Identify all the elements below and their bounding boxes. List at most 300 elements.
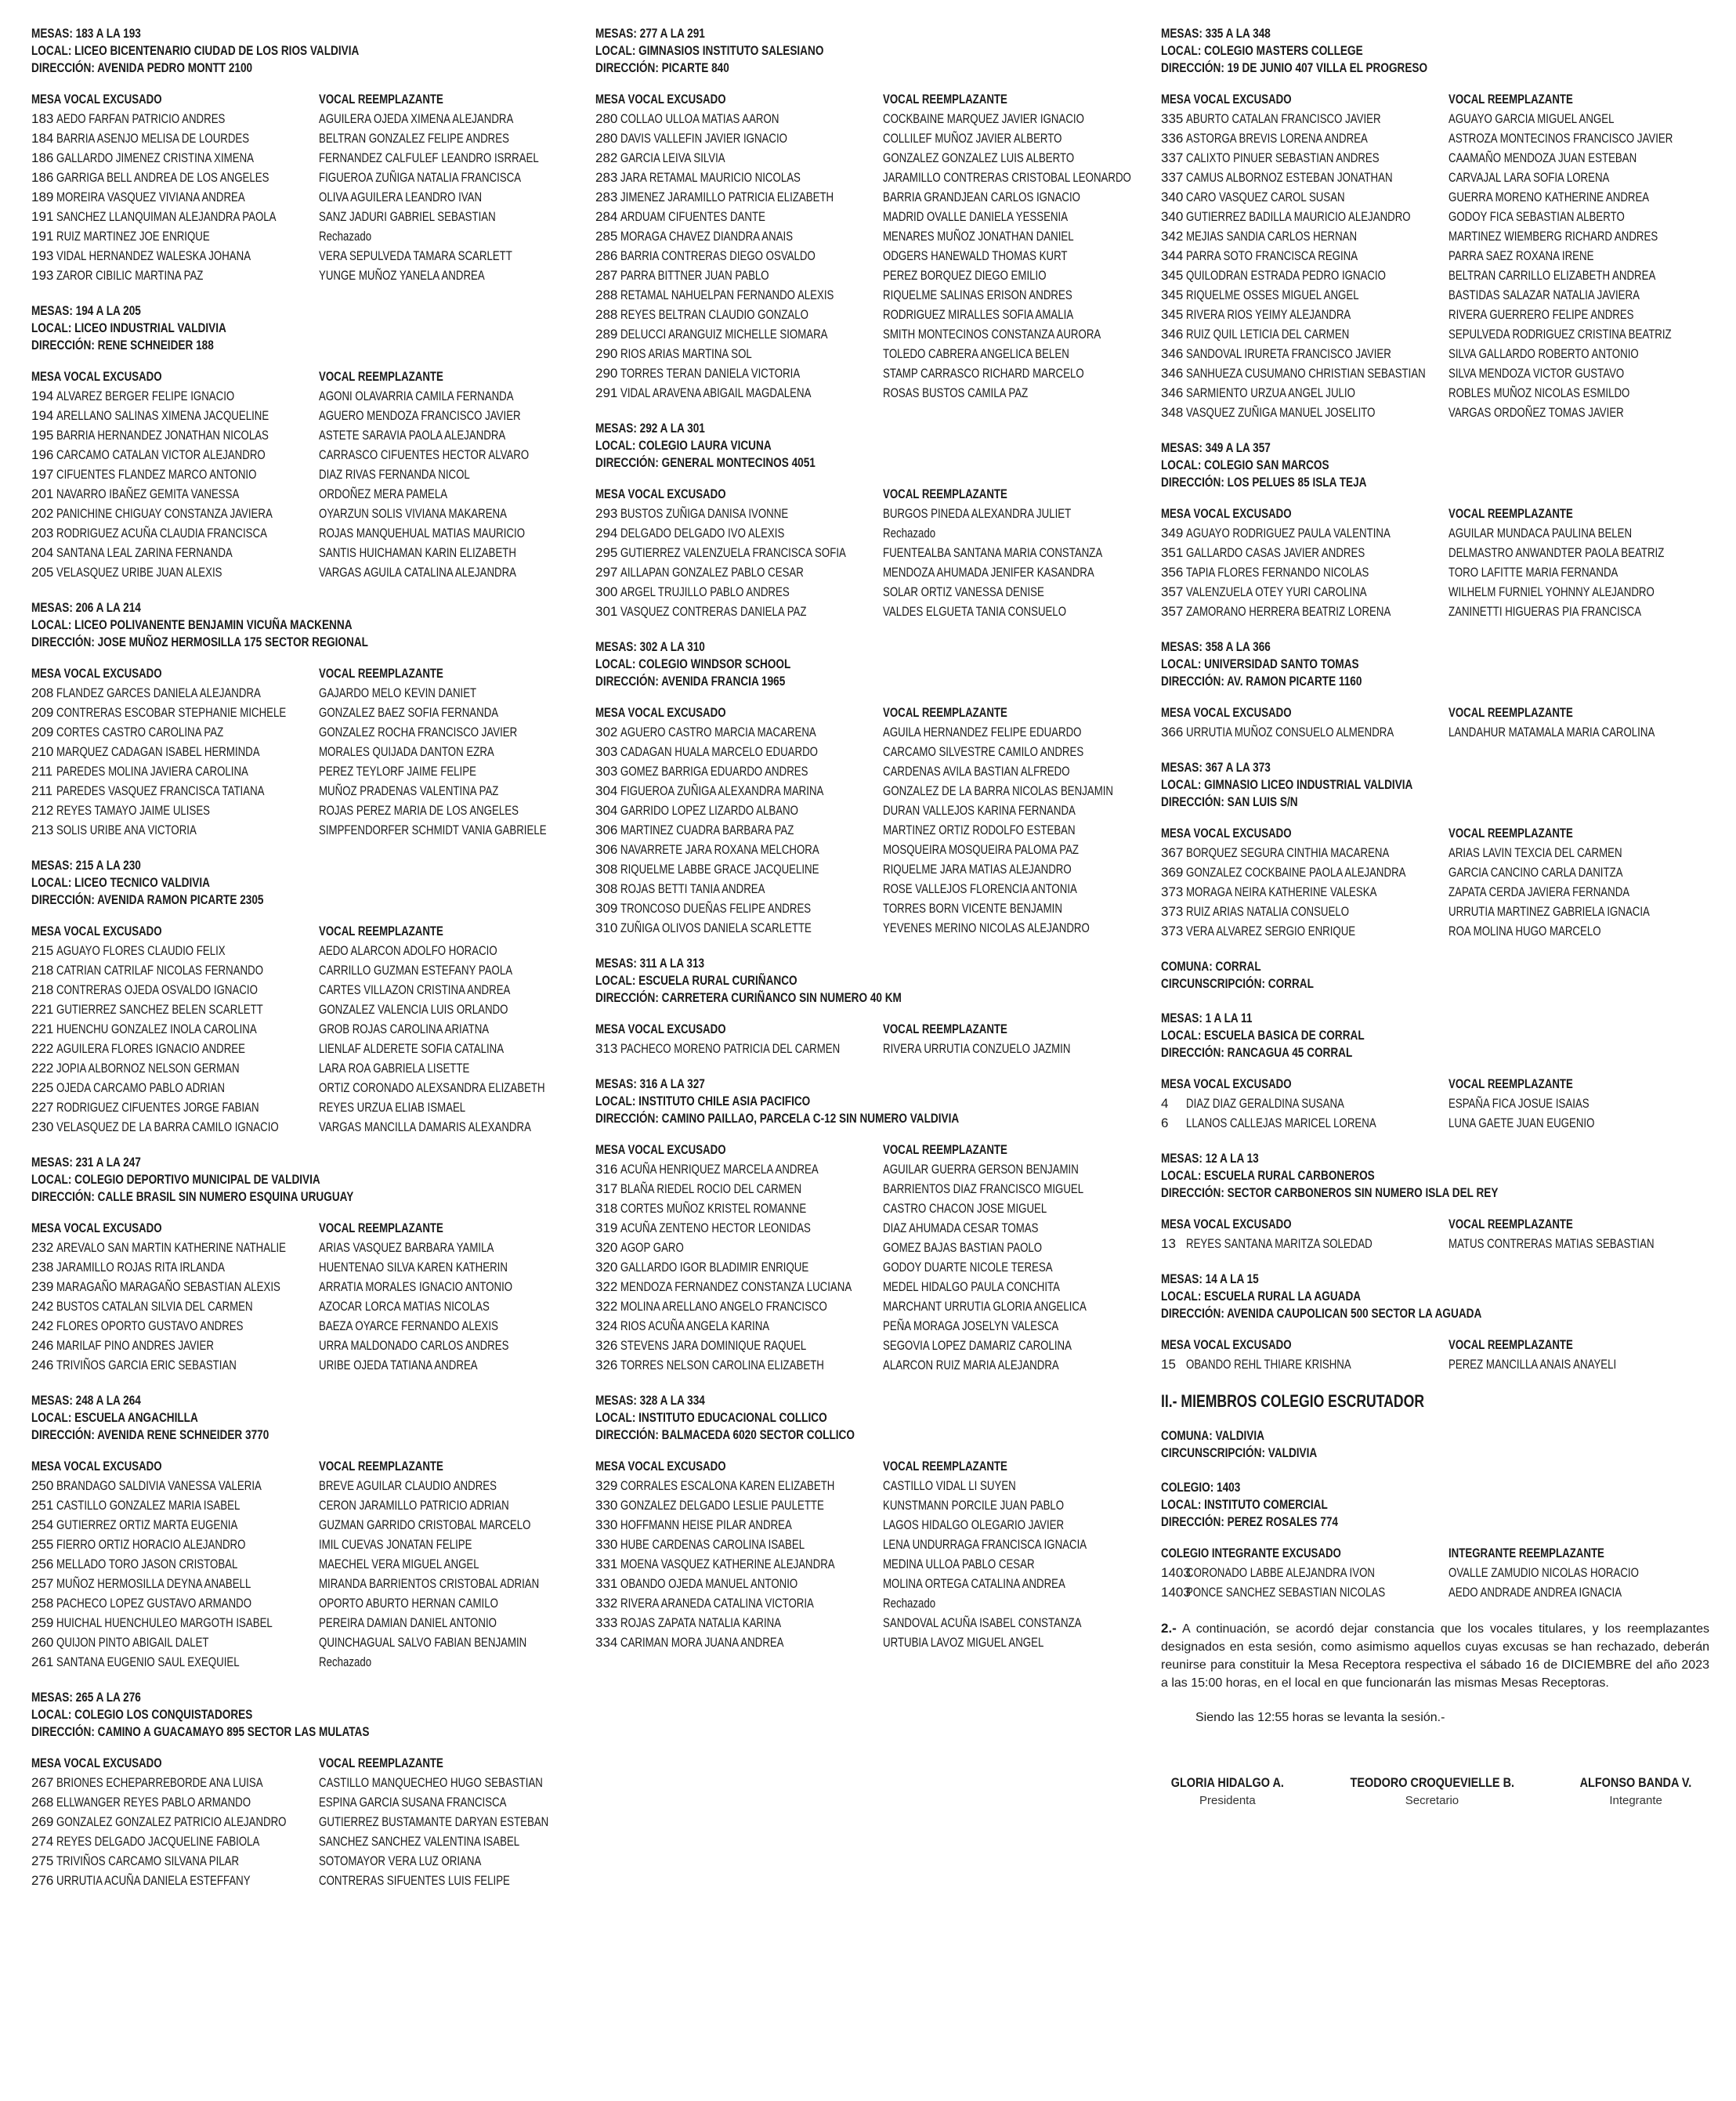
vocal-excusado-cell	[56, 1773, 319, 1792]
vocal-excusado-cell	[1186, 383, 1448, 403]
mesa-number: 213	[31, 823, 54, 837]
col-excusado-label: MESA VOCAL EXCUSADO	[1161, 1337, 1292, 1352]
vocal-excusado-cell	[56, 266, 319, 285]
vocal-excusado: DELGADO DELGADO IVO ALEXIS	[620, 526, 785, 541]
mesa-number: 274	[31, 1834, 54, 1849]
vocales-table	[31, 664, 580, 840]
table-row	[1161, 403, 1709, 422]
mesas-range: MESAS: 231 A LA 247	[31, 1155, 141, 1170]
mesa-number: 346	[1161, 346, 1184, 361]
vocal-excusado: STEVENS JARA DOMINIQUE RAQUEL	[620, 1338, 807, 1353]
vocal-reemplazante-cell	[319, 761, 580, 781]
col-excusado-header	[1161, 1074, 1448, 1094]
vocal-excusado-cell	[620, 781, 883, 801]
mesa-number: 316	[595, 1162, 618, 1177]
table-row	[31, 1593, 580, 1613]
direccion: DIRECCIÓN: AVENIDA PEDRO MONTT 2100	[31, 60, 253, 75]
vocal-excusado-cell	[1186, 1113, 1448, 1133]
vocal-reemplazante: RIVERA GUERRERO FELIPE ANDRES	[1448, 307, 1634, 322]
vocal-reemplazante-cell	[883, 1336, 1144, 1355]
mesa-number: 308	[595, 862, 618, 877]
vocal-excusado-cell	[620, 305, 883, 324]
mesa-number: 306	[595, 823, 618, 837]
vocal-reemplazante-cell	[883, 1179, 1144, 1199]
table-row	[595, 602, 1144, 621]
col-excusado-label: MESA VOCAL EXCUSADO	[31, 369, 162, 384]
signature-name: TEODORO CROQUEVIELLE B.	[1350, 1775, 1514, 1790]
signature-role: Integrante	[1609, 1794, 1662, 1807]
vocal-reemplazante-cell	[883, 324, 1144, 344]
vocal-reemplazante: MOLINA ORTEGA CATALINA ANDREA	[883, 1576, 1065, 1591]
vocal-reemplazante: MARTINEZ WIEMBERG RICHARD ANDRES	[1448, 229, 1658, 244]
vocal-reemplazante: Rechazado	[883, 526, 936, 541]
mesa-number: 302	[595, 725, 618, 740]
mesa-number: 211	[31, 783, 53, 798]
vocal-reemplazante-cell	[319, 1832, 580, 1851]
mesas-range: MESAS: 335 A LA 348	[1161, 26, 1271, 41]
vocal-reemplazante-cell	[883, 1515, 1144, 1535]
table-row	[1161, 1582, 1709, 1602]
table-row	[595, 1554, 1144, 1574]
vocal-excusado-cell	[620, 1554, 883, 1574]
vocal-reemplazante: SILVA GALLARDO ROBERTO ANTONIO	[1448, 346, 1639, 361]
vocal-reemplazante: TORO LAFITTE MARIA FERNANDA	[1448, 565, 1618, 580]
vocal-reemplazante: IMIL CUEVAS JONATAN FELIPE	[319, 1537, 472, 1552]
vocal-excusado: CARCAMO CATALAN VICTOR ALEJANDRO	[56, 447, 266, 462]
vocal-reemplazante: OPORTO ABURTO HERNAN CAMILO	[319, 1596, 498, 1611]
vocal-reemplazante: BREVE AGUILAR CLAUDIO ANDRES	[319, 1478, 497, 1493]
vocal-reemplazante-cell	[319, 1058, 580, 1078]
vocal-reemplazante: MENARES MUÑOZ JONATHAN DANIEL	[883, 229, 1074, 244]
col-reemplazante-header	[319, 1218, 580, 1238]
table-row	[1161, 109, 1709, 128]
vocales-table-header	[595, 1140, 1144, 1159]
local-name: LOCAL: COLEGIO LAURA VICUNA	[595, 438, 772, 453]
mesa-block	[1161, 638, 1709, 742]
vocales-table-header	[1161, 1214, 1709, 1234]
local-name: LOCAL: COLEGIO MASTERS COLLEGE	[1161, 43, 1363, 58]
table-row	[595, 266, 1144, 285]
vocal-reemplazante-cell	[883, 859, 1144, 879]
table-row	[1161, 543, 1709, 562]
vocal-excusado: CIFUENTES FLANDEZ MARCO ANTONIO	[56, 467, 257, 482]
mesa-number: 303	[595, 744, 618, 759]
vocal-excusado-cell	[56, 484, 319, 504]
vocal-reemplazante: YEVENES MERINO NICOLAS ALEJANDRO	[883, 920, 1090, 935]
table-row	[31, 148, 580, 168]
vocal-excusado: PACHECO LOPEZ GUSTAVO ARMANDO	[56, 1596, 252, 1611]
vocal-excusado: BARRIA HERNANDEZ JONATHAN NICOLAS	[56, 428, 269, 443]
mesa-number: 344	[1161, 248, 1184, 263]
vocal-reemplazante: ZANINETTI HIGUERAS PIA FRANCISCA	[1448, 604, 1642, 619]
table-row	[31, 109, 580, 128]
vocal-excusado: ABURTO CATALAN FRANCISCO JAVIER	[1186, 111, 1381, 126]
column-3	[1161, 25, 1709, 1807]
vocales-table	[31, 1753, 580, 1890]
mesa-number: 351	[1161, 545, 1184, 560]
vocal-reemplazante: ROSE VALLEJOS FLORENCIA ANTONIA	[883, 881, 1077, 896]
local-name: LOCAL: COLEGIO DEPORTIVO MUNICIPAL DE VALDIVIA	[31, 1172, 320, 1187]
vocal-excusado: CARO VASQUEZ CAROL SUSAN	[1186, 190, 1345, 204]
signature-name: ALFONSO BANDA V.	[1579, 1775, 1692, 1790]
col-excusado-header	[31, 664, 319, 683]
vocal-reemplazante-cell	[319, 1277, 580, 1296]
vocal-reemplazante: GODOY DUARTE NICOLE TERESA	[883, 1260, 1053, 1275]
col-reemplazante-header	[1448, 703, 1709, 722]
vocal-reemplazante-cell	[319, 484, 580, 504]
mesa-number: 373	[1161, 904, 1184, 919]
col-excusado-label: MESA VOCAL EXCUSADO	[31, 1459, 162, 1474]
vocal-excusado: RIVERA ARANEDA CATALINA VICTORIA	[620, 1596, 814, 1611]
col-excusado-label: MESA VOCAL EXCUSADO	[1161, 1217, 1292, 1231]
vocal-reemplazante-cell	[319, 1078, 580, 1098]
vocal-reemplazante: REYES URZUA ELIAB ISMAEL	[319, 1100, 466, 1115]
closing-line: Siendo las 12:55 horas se levanta la sesión.-	[1195, 1711, 1445, 1724]
vocal-excusado: QUIJON PINTO ABIGAIL DALET	[56, 1635, 209, 1650]
mesa-number: 283	[595, 190, 618, 204]
vocal-reemplazante: STAMP CARRASCO RICHARD MARCELO	[883, 366, 1084, 381]
table-row	[595, 109, 1144, 128]
table-row	[31, 1773, 580, 1792]
vocal-reemplazante-cell	[319, 543, 580, 562]
vocal-reemplazante-cell	[1448, 168, 1709, 187]
vocales-table	[595, 1140, 1144, 1375]
col-excusado-header	[1161, 89, 1448, 109]
vocal-reemplazante: MAECHEL VERA MIGUEL ANGEL	[319, 1557, 479, 1571]
table-row	[1161, 1234, 1709, 1253]
vocal-excusado: RIOS ACUÑA ANGELA KARINA	[620, 1318, 770, 1333]
vocal-excusado-cell	[56, 1078, 319, 1098]
col-reemplazante-label: VOCAL REEMPLAZANTE	[319, 369, 443, 384]
table-row	[31, 386, 580, 406]
col-excusado-label: MESA VOCAL EXCUSADO	[595, 705, 726, 720]
vocal-reemplazante-cell	[883, 1554, 1144, 1574]
table-row	[595, 1277, 1144, 1296]
vocal-excusado-cell	[1186, 1563, 1448, 1582]
vocal-excusado: COLLAO ULLOA MATIAS AARON	[620, 111, 779, 126]
mesa-number: 288	[595, 307, 618, 322]
vocal-reemplazante: GAJARDO MELO KEVIN DANIET	[319, 685, 477, 700]
vocal-reemplazante-cell	[319, 406, 580, 425]
vocal-excusado-cell	[1186, 187, 1448, 207]
vocal-reemplazante-cell	[319, 187, 580, 207]
vocal-excusado-cell	[620, 187, 883, 207]
col-excusado-header	[1161, 823, 1448, 843]
vocal-reemplazante: ROJAS PEREZ MARIA DE LOS ANGELES	[319, 803, 519, 818]
vocal-reemplazante: GUERRA MORENO KATHERINE ANDREA	[1448, 190, 1650, 204]
mesa-block	[31, 599, 580, 840]
vocal-excusado: DAVIS VALLEFIN JAVIER IGNACIO	[620, 131, 787, 146]
col-excusado-header	[31, 89, 319, 109]
vocal-reemplazante-cell	[883, 109, 1144, 128]
vocal-excusado: MUÑOZ HERMOSILLA DEYNA ANABELL	[56, 1576, 251, 1591]
vocal-excusado-cell	[1186, 285, 1448, 305]
vocal-reemplazante-cell	[1448, 921, 1709, 941]
vocal-excusado: SOLIS URIBE ANA VICTORIA	[56, 823, 197, 837]
table-row	[595, 899, 1144, 918]
mesa-number: 208	[31, 685, 54, 700]
vocal-reemplazante-cell	[319, 1812, 580, 1832]
vocal-reemplazante: ALARCON RUIZ MARIA ALEJANDRA	[883, 1358, 1059, 1372]
vocales-table	[595, 484, 1144, 621]
vocal-excusado: REYES BELTRAN CLAUDIO GONZALO	[620, 307, 808, 322]
vocal-excusado-cell	[620, 1296, 883, 1316]
table-row	[31, 1554, 580, 1574]
vocal-reemplazante: COLLILEF MUÑOZ JAVIER ALBERTO	[883, 131, 1062, 146]
vocal-excusado: MOLINA ARELLANO ANGELO FRANCISCO	[620, 1299, 827, 1314]
mesa-block	[31, 25, 580, 285]
vocales-table-header	[595, 1456, 1144, 1476]
table-row	[1161, 168, 1709, 187]
mesa-number: 330	[595, 1498, 618, 1513]
vocal-excusado: PACHECO MORENO PATRICIA DEL CARMEN	[620, 1041, 841, 1056]
vocal-excusado-cell	[56, 1871, 319, 1890]
vocal-reemplazante: CARVAJAL LARA SOFIA LORENA	[1448, 170, 1610, 185]
vocal-excusado: VASQUEZ ZUÑIGA MANUEL JOSELITO	[1186, 405, 1376, 420]
table-row	[595, 168, 1144, 187]
col-excusado-label: MESA VOCAL EXCUSADO	[31, 924, 162, 938]
vocal-reemplazante: CAAMAÑO MENDOZA JUAN ESTEBAN	[1448, 150, 1637, 165]
escrutador-comuna-block	[1161, 1427, 1709, 1462]
vocal-reemplazante: AZOCAR LORCA MATIAS NICOLAS	[319, 1299, 490, 1314]
vocal-reemplazante-cell	[319, 109, 580, 128]
signature	[1161, 1775, 1294, 1807]
vocal-reemplazante: MATUS CONTRERAS MATIAS SEBASTIAN	[1448, 1236, 1655, 1251]
mesa-number: 203	[31, 526, 54, 541]
mesa-number: 287	[595, 268, 618, 283]
table-row	[595, 1574, 1144, 1593]
mesa-number: 346	[1161, 327, 1184, 342]
table-row	[31, 562, 580, 582]
table-row	[31, 1535, 580, 1554]
vocal-excusado-cell	[1186, 722, 1448, 742]
mesa-block	[1161, 25, 1709, 422]
closing-number: 2.-	[1161, 1621, 1177, 1636]
vocal-reemplazante-cell	[319, 1238, 580, 1257]
col-excusado-header	[31, 1218, 319, 1238]
vocales-table-header	[595, 1019, 1144, 1039]
vocal-excusado: AEDO FARFAN PATRICIO ANDRES	[56, 111, 226, 126]
vocales-table	[1161, 89, 1709, 422]
vocal-excusado-cell	[56, 1257, 319, 1277]
table-row	[1161, 344, 1709, 363]
table-row	[1161, 1354, 1709, 1374]
vocal-excusado: TORRES NELSON CAROLINA ELIZABETH	[620, 1358, 824, 1372]
local-name: LOCAL: LICEO INDUSTRIAL VALDIVIA	[31, 320, 226, 335]
mesas-range: MESAS: 311 A LA 313	[595, 956, 705, 971]
vocal-excusado-cell	[56, 1277, 319, 1296]
mesa-number: 184	[31, 131, 54, 146]
vocal-reemplazante: BASTIDAS SALAZAR NATALIA JAVIERA	[1448, 287, 1640, 302]
table-row	[1161, 187, 1709, 207]
vocal-excusado-cell	[1186, 882, 1448, 902]
table-row	[595, 761, 1144, 781]
direccion: DIRECCIÓN: BALMACEDA 6020 SECTOR COLLICO	[595, 1427, 855, 1442]
vocal-reemplazante: ASTETE SARAVIA PAOLA ALEJANDRA	[319, 428, 506, 443]
mesa-number: 246	[31, 1358, 54, 1372]
vocales-table-header	[31, 1456, 580, 1476]
vocales-table-header	[1161, 89, 1709, 109]
vocal-excusado-cell	[1186, 226, 1448, 246]
mesa-number: 227	[31, 1100, 54, 1115]
vocal-excusado-cell	[620, 285, 883, 305]
vocal-reemplazante-cell	[319, 1515, 580, 1535]
vocal-excusado: PAREDES MOLINA JAVIERA CAROLINA	[56, 764, 248, 779]
mesa-number: 334	[595, 1635, 618, 1650]
table-row	[31, 820, 580, 840]
vocal-reemplazante: LARA ROA GABRIELA LISETTE	[319, 1061, 470, 1076]
mesa-number: 218	[31, 963, 54, 978]
corral-blocks	[1161, 1010, 1709, 1374]
vocal-reemplazante-cell	[883, 383, 1144, 403]
vocal-excusado: ARGEL TRUJILLO PABLO ANDRES	[620, 584, 790, 599]
vocal-reemplazante: MADRID OVALLE DANIELA YESSENIA	[883, 209, 1069, 224]
vocal-reemplazante: YUNGE MUÑOZ YANELA ANDREA	[319, 268, 485, 283]
vocal-reemplazante-cell	[319, 266, 580, 285]
mesas-range: MESAS: 215 A LA 230	[31, 858, 141, 873]
vocal-excusado-cell	[56, 1058, 319, 1078]
mesa-number: 357	[1161, 604, 1184, 619]
mesas-range: MESAS: 206 A LA 214	[31, 600, 141, 615]
vocal-excusado-cell	[620, 1574, 883, 1593]
vocal-excusado-cell	[620, 1593, 883, 1613]
vocal-reemplazante-cell	[319, 445, 580, 465]
vocal-reemplazante-cell	[319, 1355, 580, 1375]
vocal-reemplazante-cell	[883, 781, 1144, 801]
vocal-excusado: MARAGAÑO MARAGAÑO SEBASTIAN ALEXIS	[56, 1279, 280, 1294]
col-reemplazante-label: VOCAL REEMPLAZANTE	[883, 1022, 1007, 1036]
vocal-reemplazante-cell	[319, 465, 580, 484]
table-row	[595, 562, 1144, 582]
table-row	[31, 543, 580, 562]
mesa-number: 291	[595, 385, 618, 400]
vocales-table-header	[31, 89, 580, 109]
mesa-number: 322	[595, 1299, 618, 1314]
vocal-reemplazante-cell	[883, 1633, 1144, 1652]
mesa-number: 13	[1161, 1236, 1176, 1251]
vocal-excusado-cell	[56, 562, 319, 582]
mesas-range: MESAS: 277 A LA 291	[595, 26, 705, 41]
col-reemplazante-label: VOCAL REEMPLAZANTE	[1448, 1337, 1573, 1352]
table-row	[595, 722, 1144, 742]
vocal-reemplazante-cell	[319, 1593, 580, 1613]
table-row	[31, 128, 580, 148]
mesas-range: MESAS: 316 A LA 327	[595, 1076, 705, 1091]
table-row	[595, 285, 1144, 305]
vocal-reemplazante-cell	[883, 1159, 1144, 1179]
mesa-number: 345	[1161, 307, 1184, 322]
vocal-reemplazante-cell	[319, 523, 580, 543]
vocal-excusado-cell	[620, 1159, 883, 1179]
mesa-number: 15	[1161, 1357, 1176, 1372]
mesa-number: 250	[31, 1478, 54, 1493]
mesa-number: 269	[31, 1814, 54, 1829]
vocal-reemplazante: ZAPATA CERDA JAVIERA FERNANDA	[1448, 884, 1630, 899]
signature-role: Presidenta	[1199, 1794, 1256, 1807]
vocal-excusado: ARDUAM CIFUENTES DANTE	[620, 209, 765, 224]
escrutador-colegio-block	[1161, 1479, 1709, 1602]
col-excusado-header	[31, 1456, 319, 1476]
mesa-number: 1403	[1161, 1565, 1191, 1580]
vocal-reemplazante-cell	[883, 148, 1144, 168]
vocal-reemplazante: SEPULVEDA RODRIGUEZ CRISTINA BEATRIZ	[1448, 327, 1672, 342]
vocal-excusado-cell	[620, 168, 883, 187]
vocal-reemplazante: SIMPFENDORFER SCHMIDT VANIA GABRIELE	[319, 823, 547, 837]
col-excusado-label: MESA VOCAL EXCUSADO	[595, 486, 726, 501]
col-excusado-label: MESA VOCAL EXCUSADO	[1161, 705, 1292, 720]
vocal-reemplazante-cell	[883, 305, 1144, 324]
vocal-excusado-cell	[56, 1851, 319, 1871]
direccion: DIRECCIÓN: AVENIDA RENE SCHNEIDER 3770	[31, 1427, 269, 1442]
direccion: DIRECCIÓN: AVENIDA CAUPOLICAN 500 SECTOR LA AGUADA	[1161, 1306, 1482, 1321]
vocal-excusado-cell	[56, 543, 319, 562]
vocal-reemplazante: MIRANDA BARRIENTOS CRISTOBAL ADRIAN	[319, 1576, 540, 1591]
vocal-reemplazante-cell	[319, 1336, 580, 1355]
col-excusado-label: MESA VOCAL EXCUSADO	[1161, 1076, 1292, 1091]
mesa-number: 221	[31, 1022, 54, 1036]
vocal-excusado-cell	[1186, 148, 1448, 168]
vocal-excusado-cell	[1186, 602, 1448, 621]
table-row	[595, 305, 1144, 324]
vocal-excusado-cell	[1186, 543, 1448, 562]
vocal-reemplazante: COCKBAINE MARQUEZ JAVIER IGNACIO	[883, 111, 1084, 126]
local-name: LOCAL: UNIVERSIDAD SANTO TOMAS	[1161, 656, 1359, 671]
vocal-reemplazante: OLIVA AGUILERA LEANDRO IVAN	[319, 190, 483, 204]
vocal-reemplazante-cell	[883, 187, 1144, 207]
col-reemplazante-label: VOCAL REEMPLAZANTE	[319, 1220, 443, 1235]
vocal-excusado: REYES SANTANA MARITZA SOLEDAD	[1186, 1236, 1373, 1251]
col-excusado-label: MESA VOCAL EXCUSADO	[31, 1220, 162, 1235]
vocal-reemplazante-cell	[883, 226, 1144, 246]
table-row	[1161, 324, 1709, 344]
table-row	[595, 363, 1144, 383]
mesa-block	[1161, 439, 1709, 621]
local-name: LOCAL: ESCUELA RURAL CARBONEROS	[1161, 1168, 1375, 1183]
table-row	[595, 1633, 1144, 1652]
col-reemplazante-header	[883, 1019, 1144, 1039]
vocal-reemplazante: DIAZ AHUMADA CESAR TOMAS	[883, 1220, 1039, 1235]
vocal-reemplazante-cell	[319, 1633, 580, 1652]
vocal-excusado-cell	[620, 148, 883, 168]
table-row	[31, 761, 580, 781]
table-row	[1161, 226, 1709, 246]
vocales-table-header	[31, 921, 580, 941]
table-row	[1161, 1113, 1709, 1133]
vocal-reemplazante: ASTROZA MONTECINOS FRANCISCO JAVIER	[1448, 131, 1673, 146]
table-row	[31, 722, 580, 742]
vocales-table-header	[595, 484, 1144, 504]
direccion: DIRECCIÓN: JOSE MUÑOZ HERMOSILLA 175 SECTOR REGIONAL	[31, 635, 368, 649]
table-row	[595, 801, 1144, 820]
vocal-reemplazante-cell	[1448, 109, 1709, 128]
vocal-excusado-cell	[620, 840, 883, 859]
mesa-number: 280	[595, 131, 618, 146]
mesas-range: MESAS: 183 A LA 193	[31, 26, 141, 41]
mesa-block	[595, 25, 1144, 403]
mesa-number: 268	[31, 1795, 54, 1810]
mesa-block	[595, 1392, 1144, 1652]
mesa-block	[31, 1392, 580, 1672]
vocal-reemplazante-cell	[319, 1039, 580, 1058]
vocal-excusado: GALLARDO JIMENEZ CRISTINA XIMENA	[56, 150, 254, 165]
table-row	[1161, 383, 1709, 403]
vocal-reemplazante: ROJAS MANQUEHUAL MATIAS MAURICIO	[319, 526, 526, 541]
vocal-excusado-cell	[620, 1238, 883, 1257]
vocal-excusado-cell	[56, 445, 319, 465]
table-row	[31, 1871, 580, 1890]
vocal-reemplazante-cell	[883, 363, 1144, 383]
mesa-number: 293	[595, 506, 618, 521]
